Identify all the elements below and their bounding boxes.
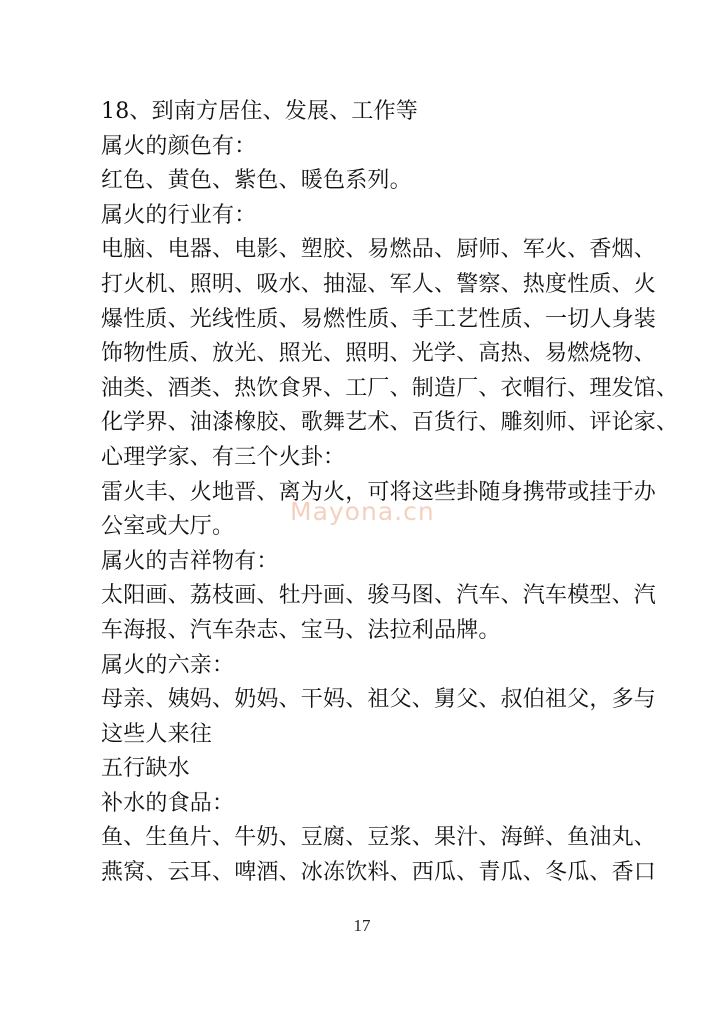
section-heading: 属火的六亲： [101, 652, 235, 678]
section-heading: 属火的吉祥物有： [101, 548, 279, 574]
text-line: 鱼、生鱼片、牛奶、豆腐、豆浆、果汁、海鲜、鱼油丸、 [101, 825, 657, 851]
page-number: 17 [353, 916, 371, 935]
text-line: 油类、酒类、热饮食界、工厂、制造厂、衣帽行、理发馆、 [101, 375, 679, 401]
document-body [101, 95, 679, 891]
section-heading: 补水的食品： [101, 790, 235, 816]
text-line: 母亲、姨妈、奶妈、干妈、祖父、舅父、叔伯祖父，多与 [101, 687, 657, 713]
text-line: 饰物性质、放光、照光、照明、光学、高热、易燃烧物、 [101, 341, 657, 367]
text-line: 公室或大厅。 [101, 514, 235, 540]
text-line: 燕窝、云耳、啤酒、冰冻饮料、西瓜、青瓜、冬瓜、香口 [101, 860, 657, 886]
text-line: 太阳画、荔枝画、牡丹画、骏马图、汽车、汽车模型、汽 [101, 583, 657, 609]
text-line: 心理学家、有三个火卦： [101, 444, 346, 470]
text-line: 18、到南方居住、发展、工作等 [101, 99, 418, 124]
text-line: 爆性质、光线性质、易燃性质、手工艺性质、一切人身装 [101, 306, 657, 332]
text-line: 红色、黄色、紫色、暖色系列。 [101, 168, 412, 194]
section-heading: 五行缺水 [101, 756, 190, 782]
text-line: 这些人来往 [101, 721, 213, 747]
section-heading: 属火的颜色有： [101, 133, 257, 159]
text-line: 打火机、照明、吸水、抽湿、军人、警察、热度性质、火 [101, 271, 657, 297]
text-line: 雷火丰、火地晋、离为火，可将这些卦随身携带或挂于办 [101, 479, 657, 505]
text-line: 化学界、油漆橡胶、歌舞艺术、百货行、雕刻师、评论家、 [101, 410, 679, 436]
text-line: 车海报、汽车杂志、宝马、法拉利品牌。 [101, 617, 501, 643]
text-line: 电脑、电器、电影、塑胶、易燃品、厨师、军火、香烟、 [101, 237, 657, 263]
section-heading: 属火的行业有： [101, 202, 257, 228]
watermark: Mayona.cn [290, 497, 435, 526]
